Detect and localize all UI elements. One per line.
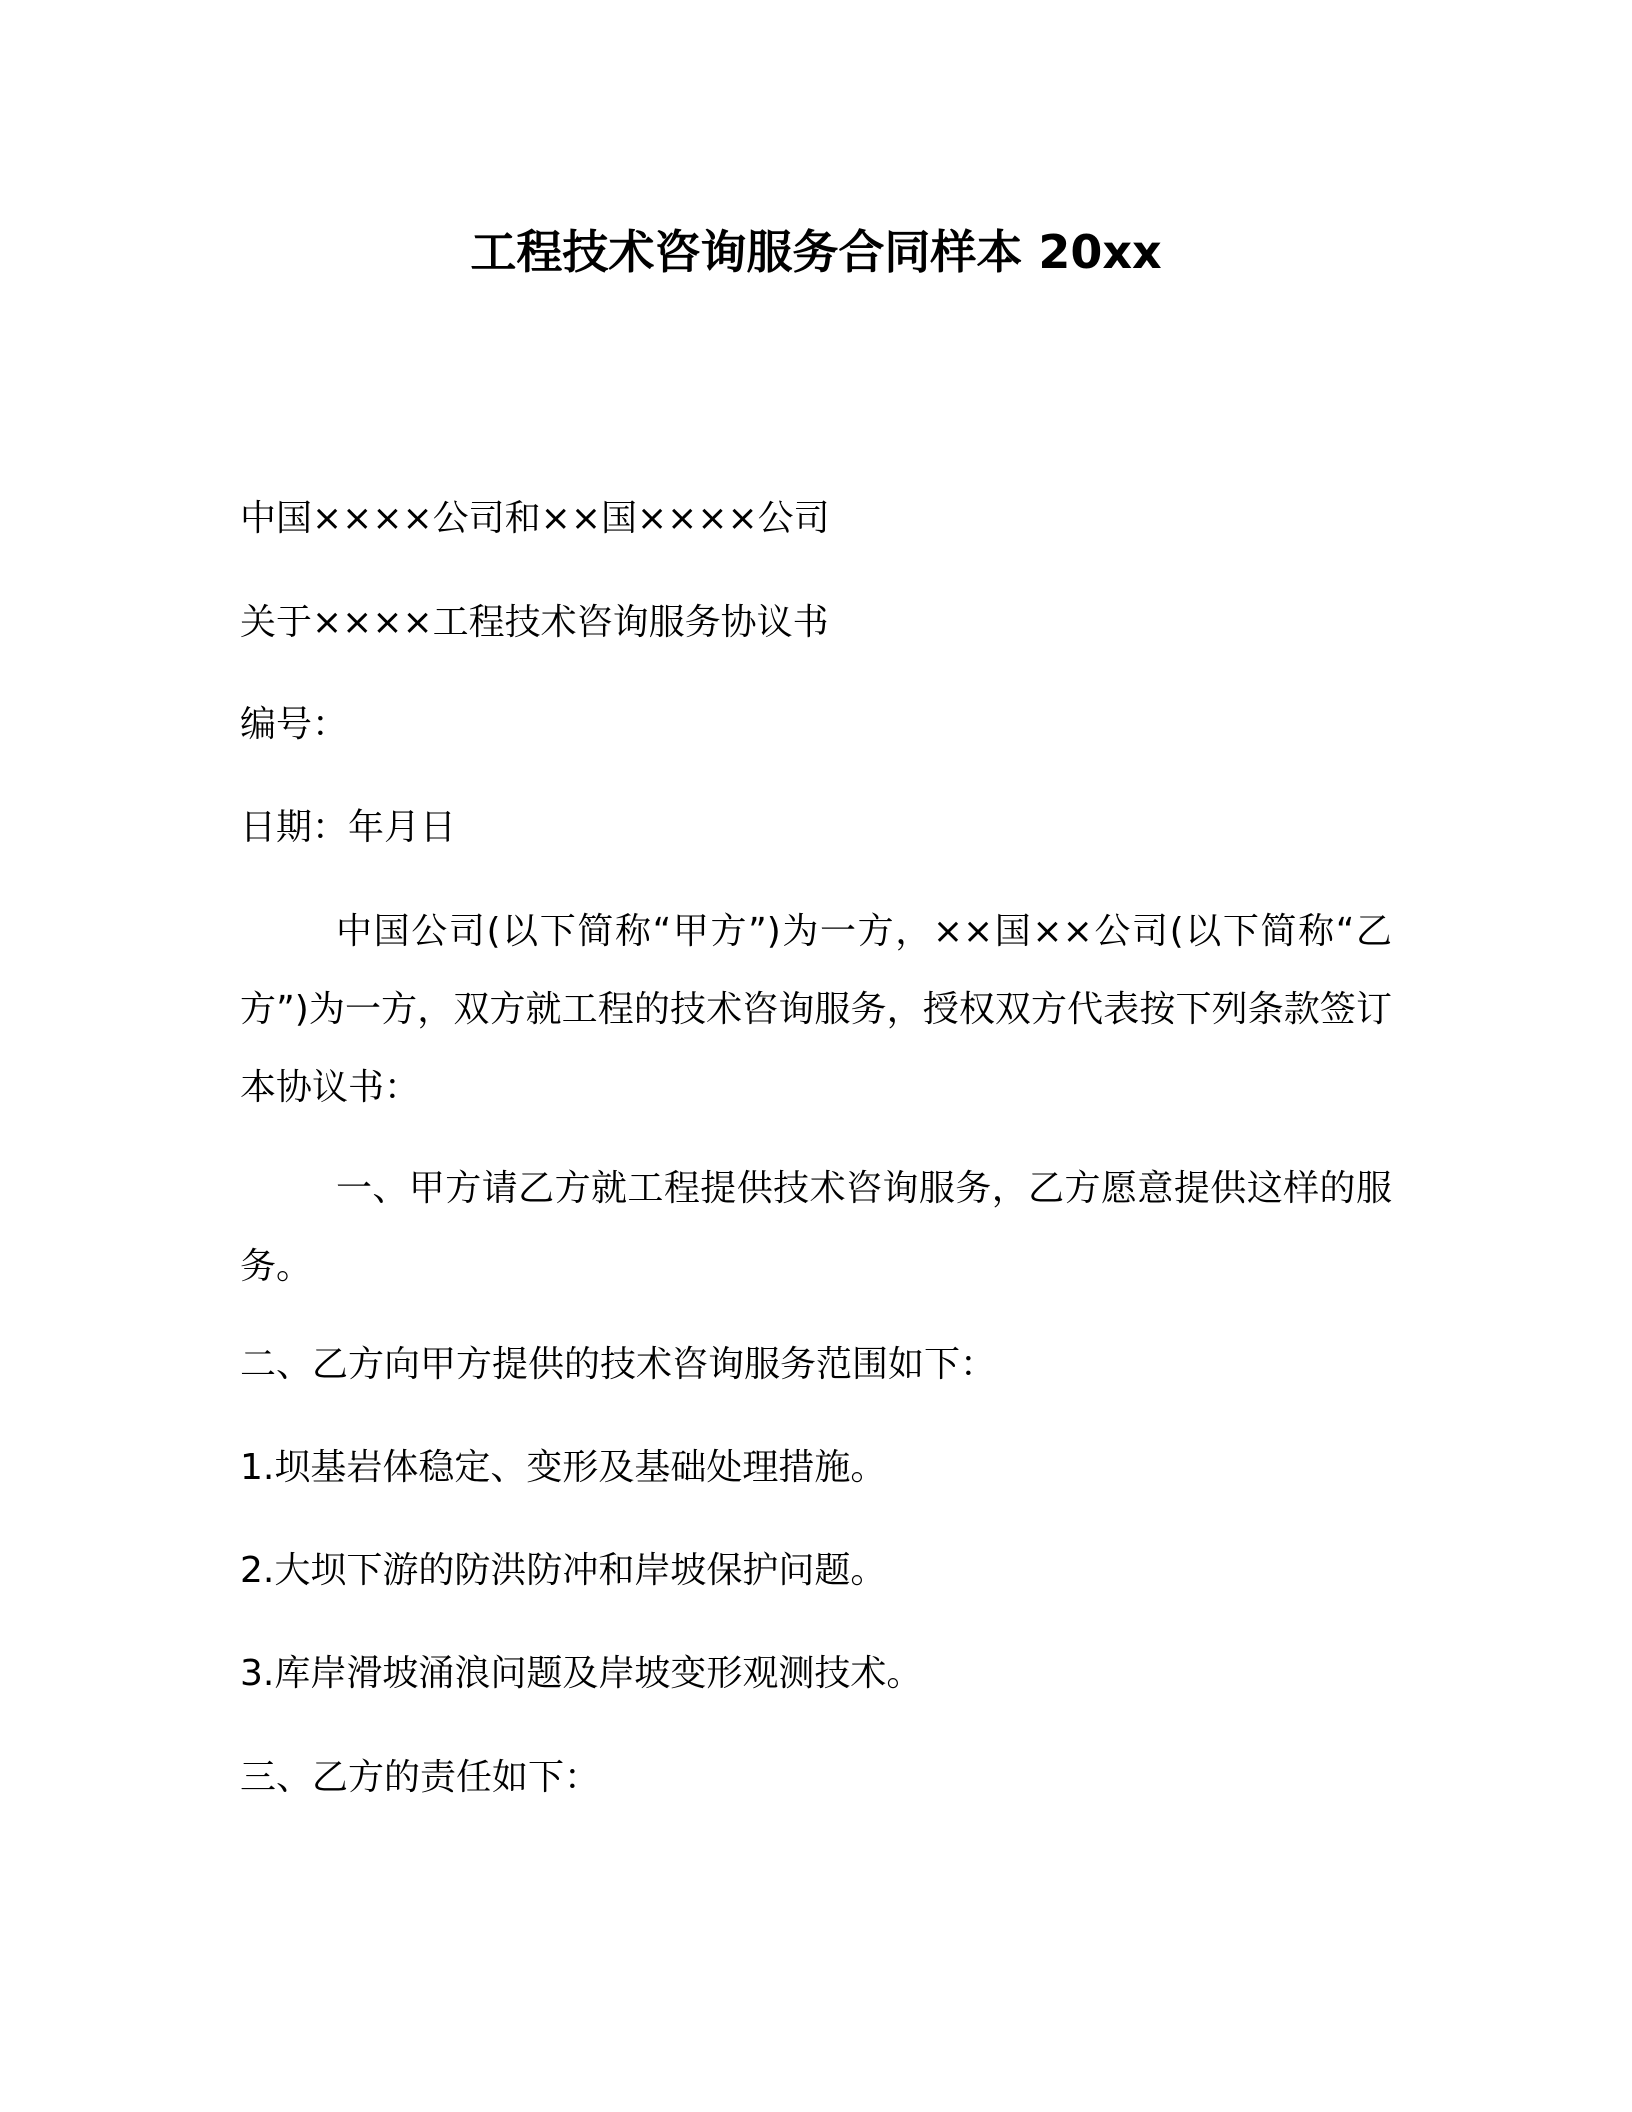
date-line: 日期：年月日 — [240, 807, 457, 848]
preamble-paragraph: 中国公司(以下简称“甲方”)为一方，××国××公司(以下简称“乙方”)为一方，双方就工程的技术咨询服务，授权双方代表按下列条款签订本协议书： — [240, 911, 1392, 1108]
clause-3-paragraph: 三、乙方的责任如下： — [240, 1757, 601, 1798]
number-line: 编号： — [240, 704, 349, 745]
clause-2-paragraph: 二、乙方向甲方提供的技术咨询服务范围如下： — [240, 1344, 997, 1385]
document-title: 工程技术咨询服务合同样本 20xx — [470, 225, 1162, 279]
subject-line: 关于××××工程技术咨询服务协议书 — [240, 602, 829, 643]
scope-item-2: 2.大坝下游的防洪防冲和岸坡保护问题。 — [240, 1550, 887, 1591]
scope-item-3: 3.库岸滑坡涌浪问题及岸坡变形观测技术。 — [240, 1653, 923, 1694]
clause-1-paragraph: 一、甲方请乙方就工程提供技术咨询服务，乙方愿意提供这样的服务。 — [240, 1168, 1392, 1287]
parties-line: 中国××××公司和××国××××公司 — [240, 498, 830, 539]
scope-item-1: 1.坝基岩体稳定、变形及基础处理措施。 — [240, 1447, 887, 1488]
